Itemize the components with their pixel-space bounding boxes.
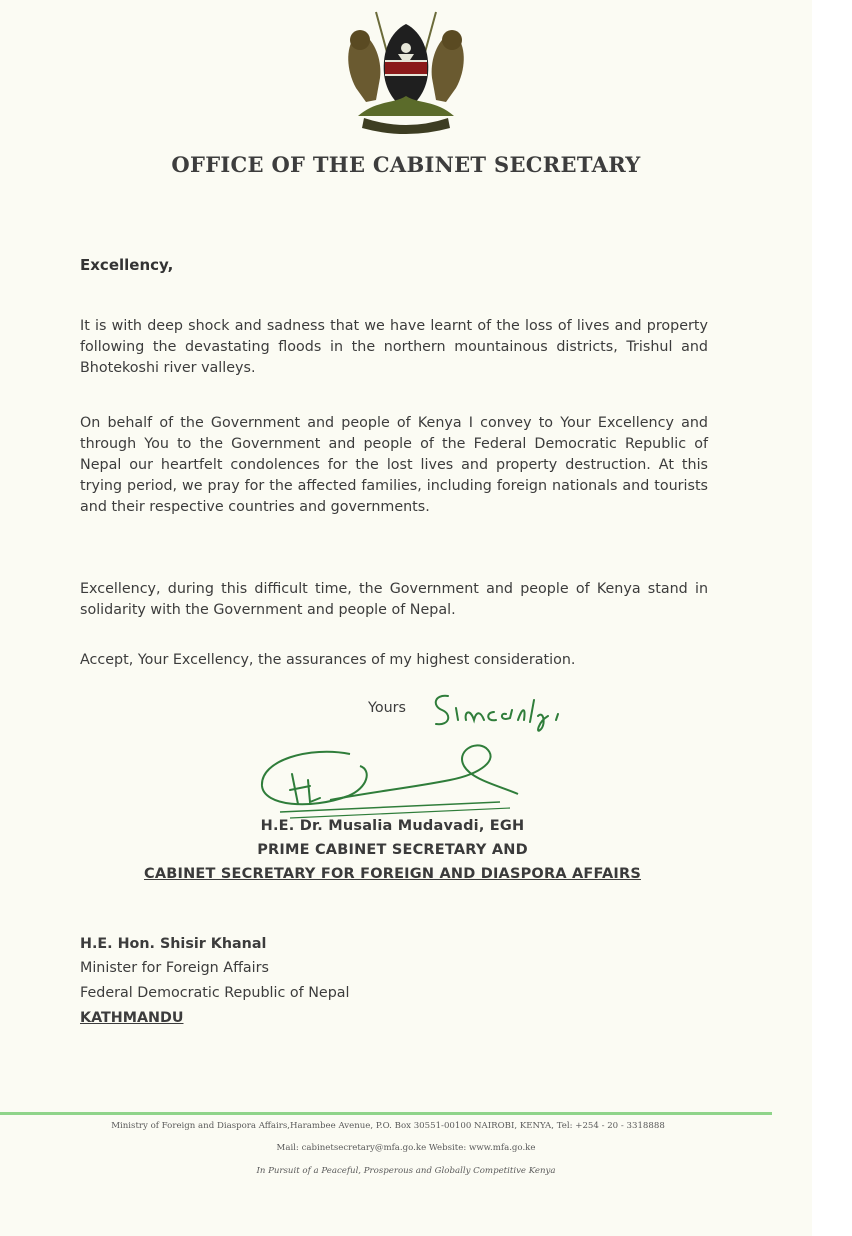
coat-of-arms-icon: [336, 8, 476, 136]
footer-divider: [0, 1112, 772, 1115]
recipient-country: Federal Democratic Republic of Nepal: [80, 985, 350, 1001]
recipient-title: Minister for Foreign Affairs: [80, 960, 269, 976]
salutation: Excellency,: [80, 256, 174, 274]
letter-paragraph-1: It is with deep shock and sadness that we have learnt of the loss of lives and property following the devastating floods in the northern mountainous districts, Trishul and Bhotekoshi river valleys.: [80, 318, 708, 376]
letter-paragraph-3: Excellency, during this difficult time, the Government and people of Kenya stand in solidarity with the Government and people of Nepal.: [80, 581, 708, 618]
closing-yours: Yours: [368, 700, 406, 716]
footer-address: Ministry of Foreign and Diaspora Affairs,Harambee Avenue, P.O. Box 30551-00100 NAIROBI, KENYA, Tel: +254 - 20 - 3318888: [111, 1121, 665, 1131]
signatory-title-2: CABINET SECRETARY FOR FOREIGN AND DIASPORA AFFAIRS: [143, 866, 641, 882]
office-title: OFFICE OF THE CABINET SECRETARY: [171, 152, 641, 177]
signatory-title-1: PRIME CABINET SECRETARY AND: [257, 842, 528, 858]
handwritten-sincerely: [426, 686, 596, 736]
footer-motto: In Pursuit of a Peaceful, Prosperous and Globally Competitive Kenya: [256, 1166, 556, 1176]
page-margin: [812, 0, 852, 1236]
recipient-city: KATHMANDU: [80, 1010, 184, 1026]
signatory-name: H.E. Dr. Musalia Mudavadi, EGH: [260, 818, 525, 834]
recipient-name: H.E. Hon. Shisir Khanal: [80, 936, 267, 952]
letter-paragraph-2: On behalf of the Government and people of Kenya I convey to Your Excellency and through You to the Government and people of the Federal Democratic Republic of Nepal our heartfelt condolences for the lost lives and property destruction. At this trying period, we pray for the affected families, including foreign nationals and tourists and their respective countries and governments.: [80, 415, 708, 515]
letter-paragraph-4: Accept, Your Excellency, the assurances of my highest consideration.: [80, 652, 576, 668]
footer-contact: Mail: cabinetsecretary@mfa.go.ke Website: www.mfa.go.ke: [276, 1143, 536, 1153]
signature: [250, 740, 530, 830]
